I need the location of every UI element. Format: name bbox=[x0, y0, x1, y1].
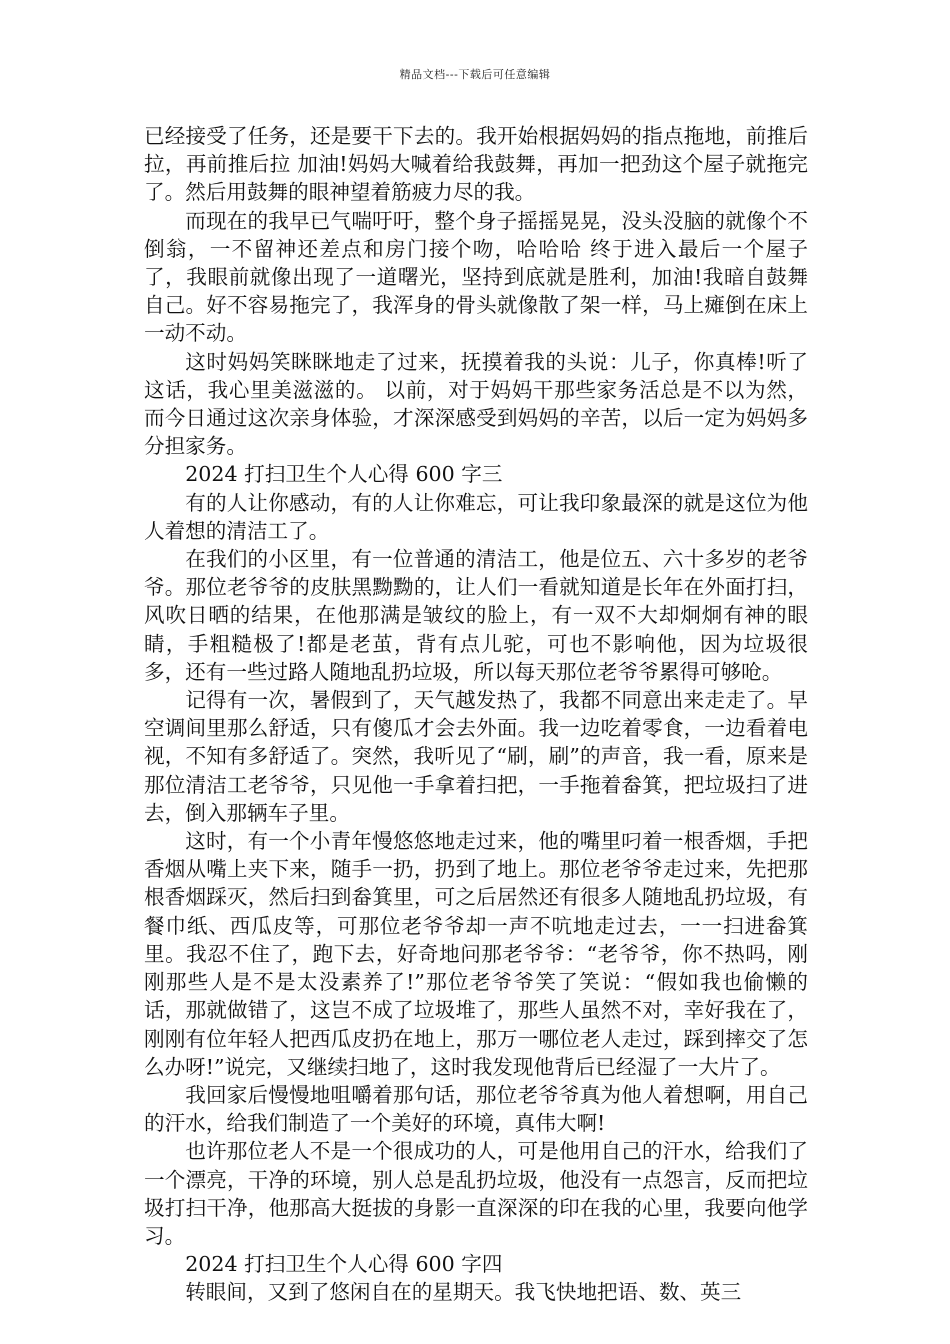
section-heading: 2024 打扫卫生个人心得 600 字四 bbox=[185, 1252, 503, 1277]
paragraph: 我回家后慢慢地咀嚼着那句话，那位老爷爷真为他人着想啊，用自己的汗水，给我们制造了一个美好的环境，真伟大啊! bbox=[144, 1082, 808, 1136]
paragraph: 记得有一次，暑假到了，天气越发热了，我都不同意出来走走了。早空调间里那么舒适，只有傻瓜才会去外面。我一边吃着零食，一边看着电视，不知有多舒适了。突然，我听见了“刷，刷”的声音，我一看，原来是那位清洁工老爷爷，只见他一手拿着扫把，一手拖着畚箕，把垃圾扫了进去，倒入那辆车子里。 bbox=[144, 688, 808, 825]
paragraph: 这时妈妈笑眯眯地走了过来，抚摸着我的头说：儿子，你真棒!听了这话，我心里美滋滋的。 以前，对于妈妈干那些家务活总是不以为然，而今日通过这次亲身体验，才深深感受到妈妈的辛苦，以后一定为妈妈多分担家务。 bbox=[144, 349, 808, 459]
paragraph: 也许那位老人不是一个很成功的人，可是他用自己的汗水，给我们了一个漂亮，干净的环境，别人总是乱扔垃圾，他没有一点怨言，反而把垃圾打扫干净，他那高大挺拔的身影一直深深的印在我的心里，我要向他学习。 bbox=[144, 1139, 808, 1248]
document-body bbox=[144, 122, 808, 1307]
paragraph: 而现在的我早已气喘吁吁，整个身子摇摇晃晃，没头没脑的就像个不倒翁，一不留神还差点和房门接个吻，哈哈哈 终于进入最后一个屋子了，我眼前就像出现了一道曙光，坚持到底就是胜利，加油!我暗自鼓舞自己。好不容易拖完了，我浑身的骨头就像散了架一样，马上瘫倒在床上一动不动。 bbox=[144, 208, 808, 346]
paragraph: 这时，有一个小青年慢悠悠地走过来，他的嘴里叼着一根香烟，手把香烟从嘴上夹下来，随手一扔，扔到了地上。那位老爷爷走过来，先把那根香烟踩灭，然后扫到畚箕里，可之后居然还有很多人随地乱扔垃圾，有餐巾纸、西瓜皮等，可那位老爷爷却一声不吭地走过去，一一扫进畚箕里。我忍不住了，跑下去，好奇地问那老爷爷：“老爷爷，你不热吗，刚刚那些人是不是太没素养了!”那位老爷爷笑了笑说：“假如我也偷懒的话，那就做错了，这岂不成了垃圾堆了，那些人虽然不对，幸好我在了，刚刚有位年轻人把西瓜皮扔在地上，那万一哪位老人走过，踩到摔交了怎么办呀!”说完，又继续扫地了，这时我发现他背后已经湿了一大片了。 bbox=[144, 829, 808, 1079]
paragraph-continuation: 已经接受了任务，还是要干下去的。我开始根据妈妈的指点拖地，前推后拉，再前推后拉 加油!妈妈大喊着给我鼓舞，再加一把劲这个屋子就拖完了。然后用鼓舞的眼神望着筋疲力尽的我。 bbox=[144, 124, 808, 205]
paragraph: 转眼间，又到了悠闲自在的星期天。我飞快地把语、数、英三 bbox=[185, 1280, 742, 1305]
page-header: 精品文档---下载后可任意编辑 bbox=[399, 68, 551, 81]
paragraph: 在我们的小区里，有一位普通的清洁工，他是位五、六十多岁的老爷爷。那位老爷爷的皮肤黑黝黝的，让人们一看就知道是长年在外面打扫，风吹日晒的结果，在他那满是皱纹的脸上，有一双不大却炯炯有神的眼睛，手粗糙极了!都是老茧，背有点儿驼，可也不影响他，因为垃圾很多，还有一些过路人随地乱扔垃圾，所以每天那位老爷爷累得可够呛。 bbox=[144, 547, 808, 684]
paragraph: 有的人让你感动，有的人让你难忘，可让我印象最深的就是这位为他人着想的清洁工了。 bbox=[144, 490, 808, 543]
section-heading: 2024 打扫卫生个人心得 600 字三 bbox=[185, 462, 503, 487]
